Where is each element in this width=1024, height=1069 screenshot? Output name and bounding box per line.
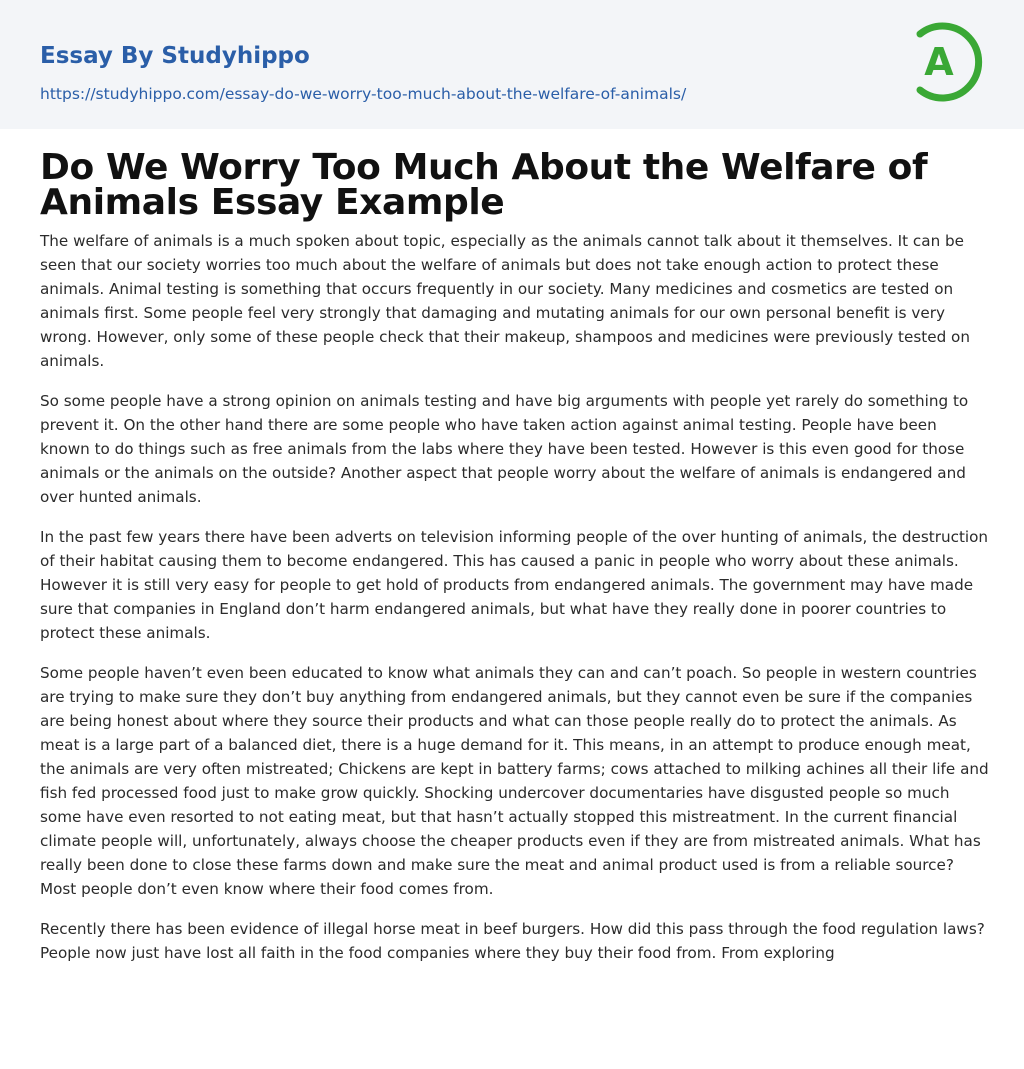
essay-paragraph: Recently there has been evidence of illegal horse meat in beef burgers. How did this pass through the food regulation laws? People now just have lost all faith in the food companies where they buy their food from. From exploring bbox=[40, 920, 985, 962]
essay-paragraph: So some people have a strong opinion on animals testing and have big arguments with people yet rarely do something to prevent it. On the other hand there are some people who have taken action against animal testing. People have been known to do things such as free animals from the labs where they have been tested. However is this even good for those animals or the animals on the outside? Another aspect that people worry about the welfare of animals is endangered and over hunted animals. bbox=[40, 392, 969, 506]
page-header bbox=[0, 0, 1024, 129]
essay-paragraph: The welfare of animals is a much spoken about topic, especially as the animals cannot talk about it themselves. It can be seen that our society worries too much about the welfare of animals but does not take enough action to protect these animals. Animal testing is something that occurs frequently in our society. Many medicines and cosmetics are tested on animals first. Some people feel very strongly that damaging and mutating animals for our own personal benefit is very wrong. However, only some of these people check that their makeup, shampoos and medicines were previously tested on animals. bbox=[40, 232, 970, 370]
essay-title: Do We Worry Too Much About the Welfare of Animals Essay Example bbox=[40, 147, 928, 223]
essay-paragraph: Some people haven’t even been educated to know what animals they can and can’t poach. So people in western countries are trying to make sure they don’t buy anything from endangered animals, but they cannot even be sure if the companies are being honest about where they source their products and what can those people really do to protect the animals. As meat is a large part of a balanced diet, there is a huge demand for it. This means, in an attempt to produce enough meat, the animals are very often mistreated; Chickens are kept in battery farms; cows attached to milking achines all their life and fish fed processed food just to make grow quickly. Shocking undercover documentaries have disgusted people so much some have even resorted to not eating meat, but that hasn’t actually stopped this mistreatment. In the current financial climate people will, unfortunately, always choose the cheaper products even if they are from mistreated animals. What has really been done to close these farms down and make sure the meat and animal product used is from a reliable source? Most people don’t even know where their food comes from. bbox=[40, 664, 989, 898]
brand-title[interactable]: Essay By Studyhippo bbox=[40, 43, 310, 69]
essay-body bbox=[40, 229, 990, 981]
source-url-link[interactable]: https://studyhippo.com/essay-do-we-worry-too-much-about-the-welfare-of-animals/ bbox=[40, 85, 687, 103]
logo-letter: A bbox=[924, 40, 954, 84]
studyhippo-logo[interactable] bbox=[912, 19, 986, 105]
essay-paragraph: In the past few years there have been adverts on television informing people of the over hunting of animals, the destruction of their habitat causing them to become endangered. This has caused a panic in people who worry about these animals. However it is still very easy for people to get hold of products from endangered animals. The government may have made sure that companies in England don’t harm endangered animals, but what have they really done in poorer countries to protect these animals. bbox=[40, 528, 989, 642]
letter-a-circle-logo-icon bbox=[912, 19, 986, 105]
